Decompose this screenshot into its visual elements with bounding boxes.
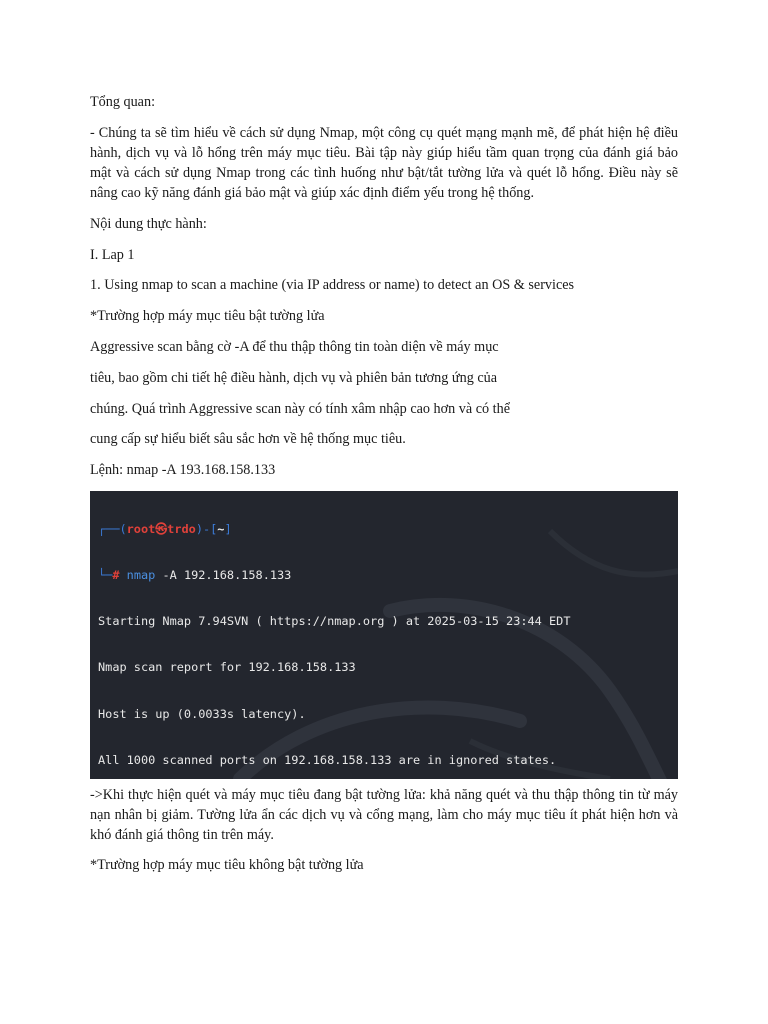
prompt-directory: ~ <box>217 521 225 536</box>
task-title: 1. Using nmap to scan a machine (via IP address or name) to detect an OS & services <box>90 277 575 294</box>
command-name: nmap <box>126 567 156 582</box>
case-firewall-off: *Trường hợp máy mục tiêu không bật tường lửa <box>90 856 364 873</box>
description-line: chúng. Quá trình Aggressive scan này có tính xâm nhập cao hơn và có thể <box>90 400 511 417</box>
command-args: -A 192.168.158.133 <box>162 567 292 582</box>
output-line: Starting Nmap 7.94SVN ( https://nmap.org ) at 2025-03-15 23:44 EDT <box>98 614 571 629</box>
description-line: Aggressive scan bằng cờ -A để thu thập thông tin toàn diện về máy mục <box>90 338 499 355</box>
case-firewall-on: *Trường hợp máy mục tiêu bật tường lửa <box>90 308 325 325</box>
prompt-user: root㉿trdo <box>126 521 196 536</box>
description-line: tiêu, bao gồm chi tiết hệ điều hành, dịch vụ và phiên bản tương ứng của <box>90 369 498 386</box>
description-line: cung cấp sự hiểu biết sâu sắc hơn về hệ thống mục tiêu. <box>90 431 406 448</box>
overview-paragraph: - Chúng ta sẽ tìm hiểu về cách sử dụng Nmap, một công cụ quét mạng mạnh mẽ, để phát hiện hệ điều hành, dịch vụ và lỗ hổng trên máy mục tiêu. Bài tập này giúp hiểu tầm quan trọng của đánh giá bảo mật và cách sử dụng Nmap trong các tình huống như bật/tắt tường lửa và quét lỗ hổng. Điều này sẽ nâng cao kỹ năng đánh giá bảo mật và giúp xác định điểm yếu trong hệ thống. <box>90 124 678 201</box>
terminal-screenshot <box>90 491 678 779</box>
output-line: All 1000 scanned ports on 192.168.158.133 are in ignored states. <box>98 752 557 767</box>
conclusion-paragraph: ->Khi thực hiện quét và máy mục tiêu đang bật tường lửa: khả năng quét và thu thập thông tin từ máy nạn nhân bị giảm. Tường lửa ẩn các dịch vụ và cổng mạng, làm cho máy mục tiêu ít phát hiện hơn và khó đánh giá thông tin trên máy. <box>90 786 678 843</box>
document-page <box>90 92 678 886</box>
output-line: Host is up (0.0033s latency). <box>98 706 306 721</box>
command-label: Lệnh: nmap -A 193.168.158.133 <box>90 462 276 479</box>
terminal-output <box>98 491 649 779</box>
practice-heading: Nội dung thực hành: <box>90 215 207 232</box>
prompt-line-1: ┌──(root㉿trdo)-[~] <box>98 521 232 536</box>
lab-title: I. Lap 1 <box>90 246 135 263</box>
output-line: Nmap scan report for 192.168.158.133 <box>98 660 356 675</box>
prompt-line-2: └─# nmap -A 192.168.158.133 <box>98 567 292 582</box>
overview-heading: Tổng quan: <box>90 94 156 110</box>
